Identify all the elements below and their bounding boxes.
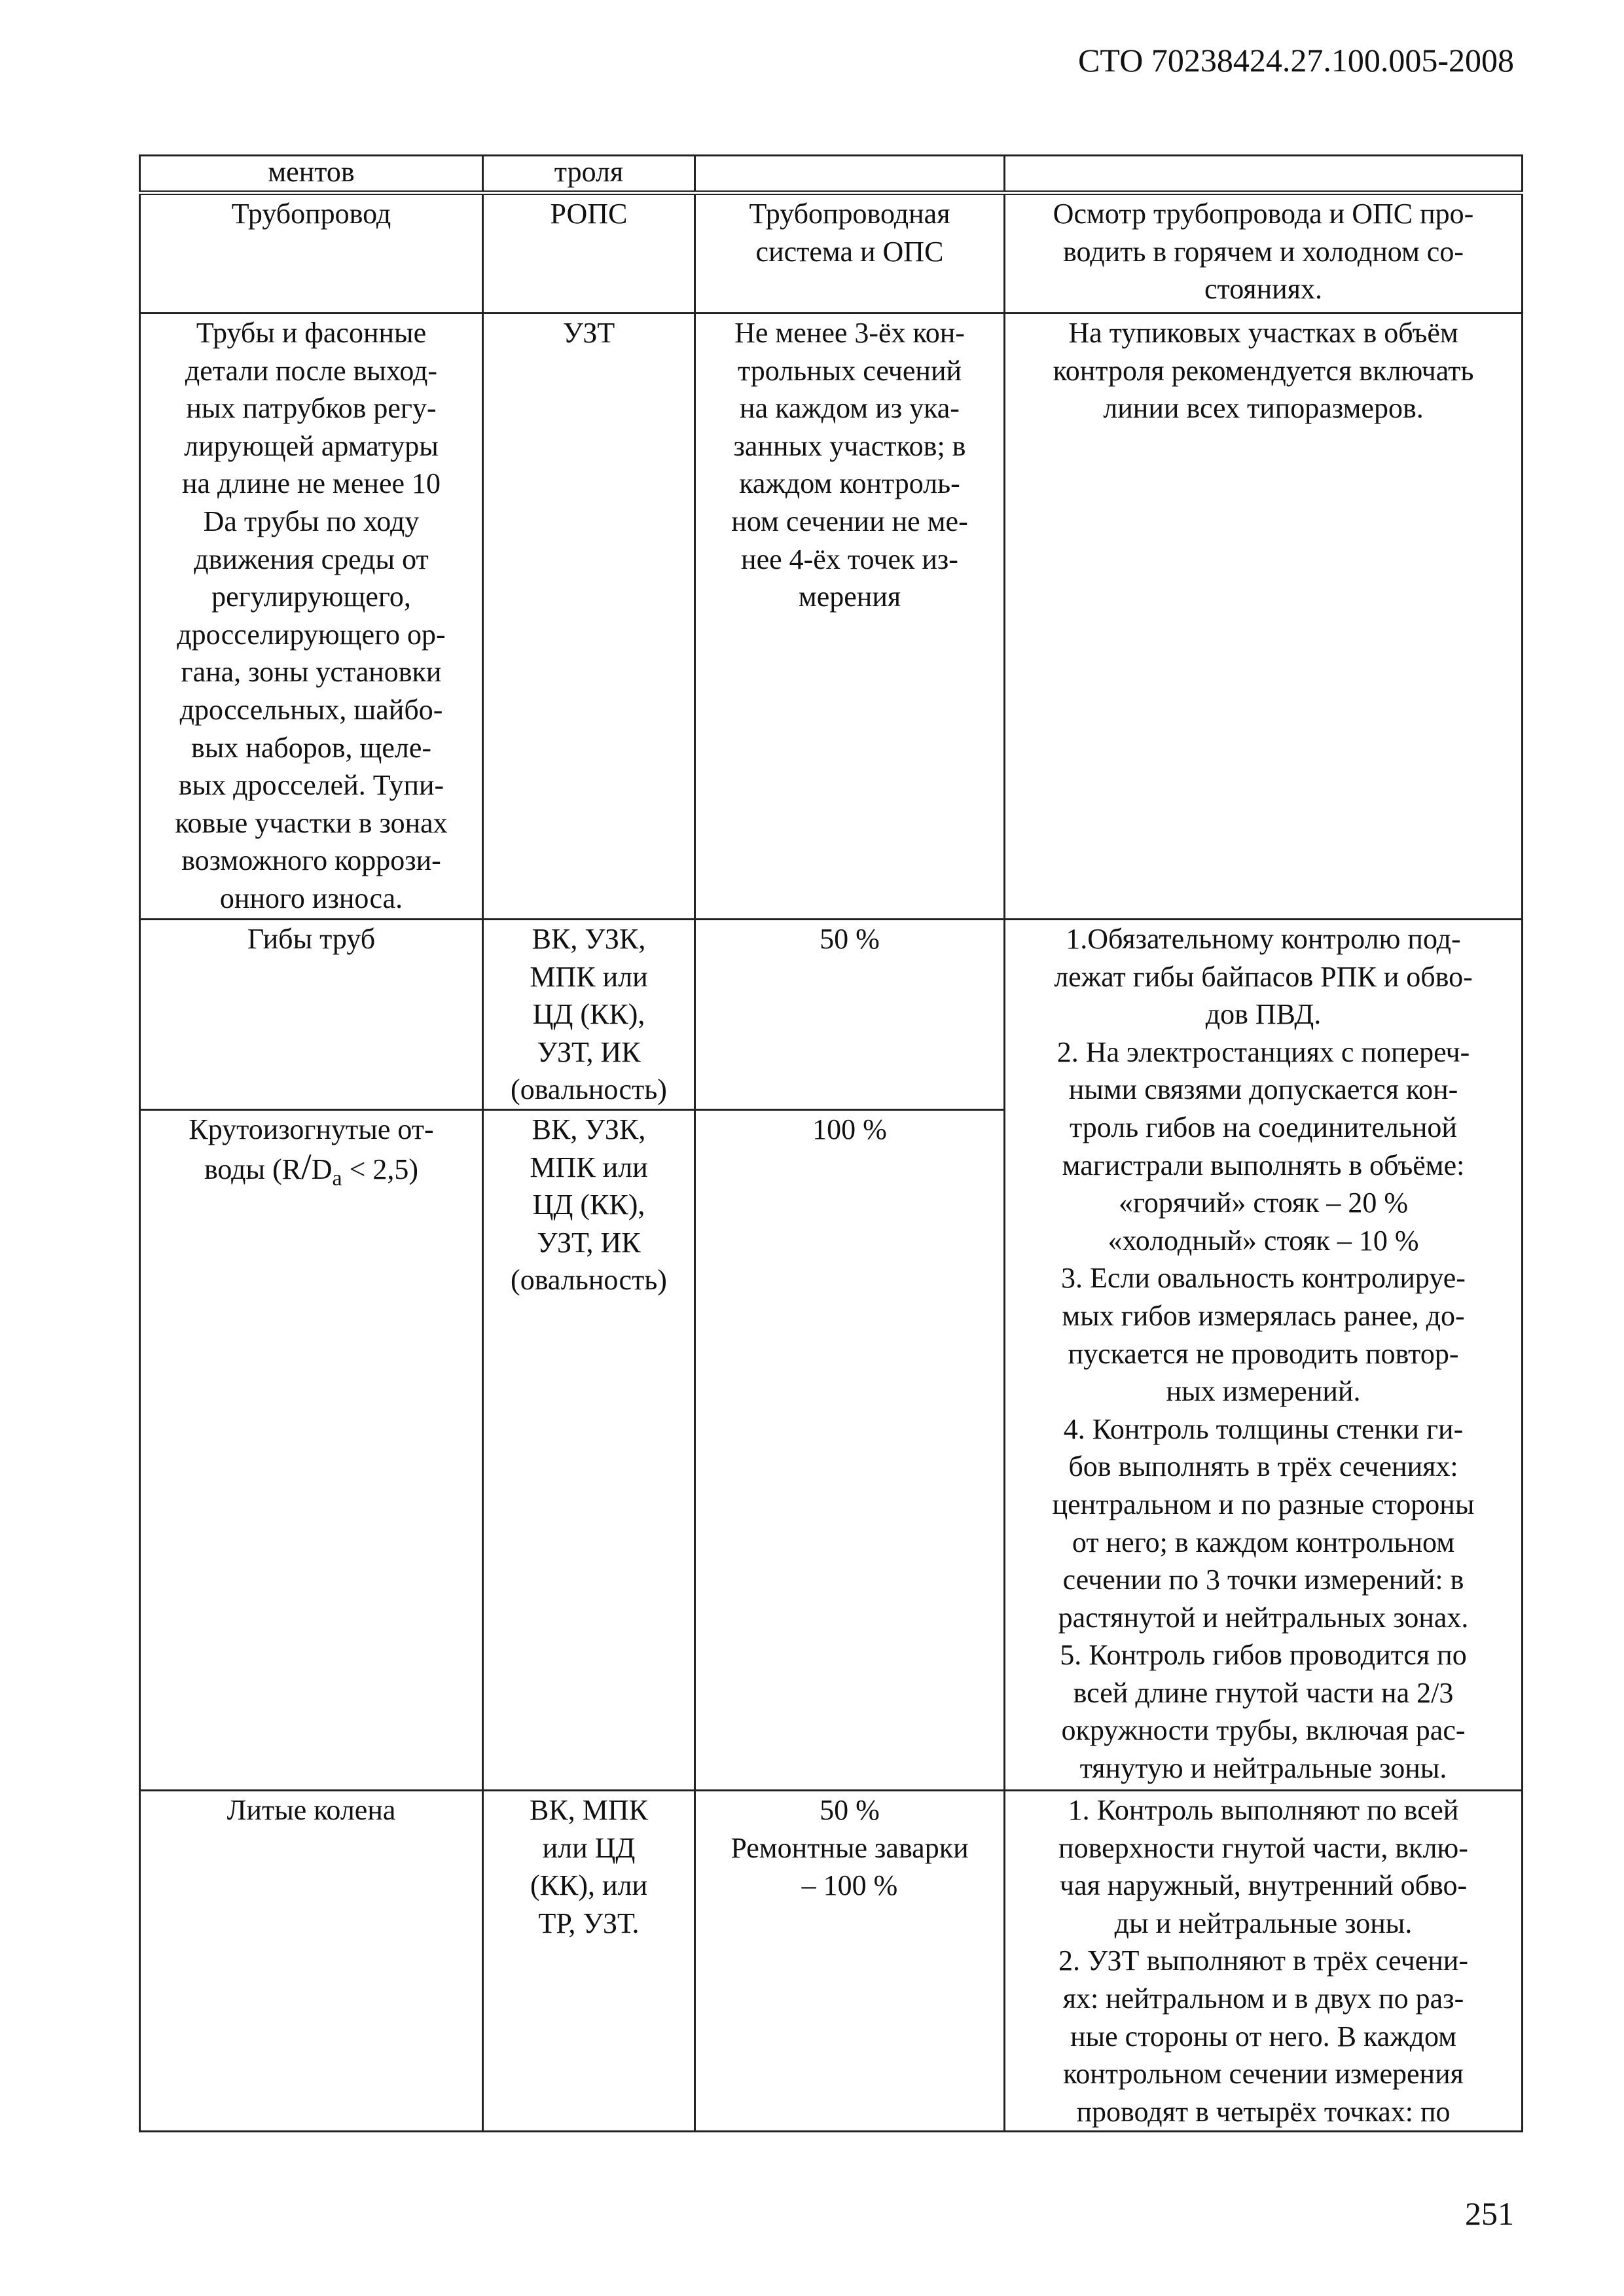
table-cell: ментов xyxy=(140,156,483,193)
scope-cell xyxy=(695,314,1005,920)
cell-line: на длине не менее 10 xyxy=(181,467,441,500)
cell-line: Осмотр трубопровода и ОПС про- xyxy=(1053,198,1474,230)
table-row xyxy=(140,193,1523,314)
cell-line: На тупиковых участках в объём xyxy=(1068,317,1458,349)
scope-cell xyxy=(695,1109,1005,1790)
element-cell xyxy=(140,1790,483,2131)
cell-line: онного износа. xyxy=(219,882,403,914)
cell-line: Крутоизогнутые от- xyxy=(189,1113,434,1145)
cell-line: – 100 % xyxy=(801,1869,898,1902)
method-cell xyxy=(483,193,695,314)
cell-line: ЦД (КК), xyxy=(532,998,645,1031)
cell-line: ВК, МПК xyxy=(530,1793,648,1826)
notes-cell xyxy=(1005,920,1523,1791)
cell-line: занных участков; в xyxy=(733,429,966,462)
cell-line: Ремонтные заварки xyxy=(731,1831,969,1864)
table-cell xyxy=(1005,156,1523,193)
cell-line: вых дросселей. Тупи- xyxy=(178,769,444,802)
method-cell xyxy=(483,1109,695,1790)
cell-line: Трубопровод xyxy=(231,198,391,230)
cell-line: вых наборов, щеле- xyxy=(190,731,432,764)
cell-line: регулирующего, xyxy=(211,581,411,613)
cell-line: 1. Контроль выполняют по всей xyxy=(1068,1793,1459,1826)
cell-line: возможного коррози- xyxy=(181,844,441,877)
cell-line: гана, зоны установки xyxy=(181,656,442,689)
method-cell xyxy=(483,920,695,1110)
cell-line: «горячий» стояк – 20 % xyxy=(1118,1187,1409,1219)
cell-line: 5. Контроль гибов проводится по xyxy=(1060,1639,1467,1672)
cell-line: Трубы и фасонные xyxy=(196,317,427,349)
table-row xyxy=(140,156,1523,193)
inspection-table xyxy=(139,154,1523,2132)
cell-line: ными связями допускается кон- xyxy=(1068,1073,1458,1106)
cell-line: поверхности гнутой части, вклю- xyxy=(1058,1831,1468,1864)
element-cell xyxy=(140,1109,483,1790)
cell-line: 3. Если овальность контролируе- xyxy=(1061,1262,1466,1295)
cell-line: лирующей арматуры xyxy=(184,429,439,462)
cell-line: сечении по 3 точки измерений: в xyxy=(1062,1564,1464,1596)
cell-line: МПК или xyxy=(530,960,648,993)
cell-line: ном сечении не ме- xyxy=(731,505,968,537)
cell-line xyxy=(146,1146,477,1197)
cell-line: центральном и по разные стороны xyxy=(1052,1488,1475,1520)
cell-line: ных патрубков регу- xyxy=(186,392,437,425)
cell-line: магистрали выполнять в объёме: xyxy=(1062,1149,1465,1181)
element-cell xyxy=(140,920,483,1110)
element-cell xyxy=(140,193,483,314)
cell-line: Гибы труб xyxy=(247,923,376,955)
cell-line: ковые участки в зонах xyxy=(175,806,448,839)
cell-line: ях: нейтральном и в двух по раз- xyxy=(1062,1982,1464,2015)
cell-line: 2. УЗТ выполняют в трёх сечени- xyxy=(1058,1945,1469,1977)
element-cell xyxy=(140,314,483,920)
cell-line: или ЦД xyxy=(542,1831,636,1864)
cell-line: (КК), или xyxy=(530,1869,648,1902)
document-code: СТО 70238424.27.100.005-2008 xyxy=(1078,42,1514,79)
cell-line: контрольном сечении измерения xyxy=(1063,2058,1464,2090)
cell-line: УЗТ, ИК xyxy=(537,1035,641,1068)
cell-line: ные стороны от него. В каждом xyxy=(1070,2020,1456,2053)
cell-line: бов выполнять в трёх сечениях: xyxy=(1068,1450,1458,1483)
cell-line: УЗТ xyxy=(562,317,615,349)
cell-line: всей длине гнутой части на 2/3 xyxy=(1073,1676,1454,1709)
scope-cell xyxy=(695,1790,1005,2131)
cell-line: ВК, УЗК, xyxy=(532,1113,646,1145)
cell-line: стояниях. xyxy=(1204,273,1322,306)
cell-line: дросселирующего ор- xyxy=(177,618,446,651)
cell-line: мерения xyxy=(798,581,901,613)
cell-line: на каждом из ука- xyxy=(740,392,960,425)
cell-line: Трубопроводная xyxy=(749,198,950,230)
cell-line: Da трубы по ходу xyxy=(203,505,420,537)
cell-line: ЦД (КК), xyxy=(532,1189,645,1221)
cell-line: 100 % xyxy=(812,1113,887,1145)
cell-line: 4. Контроль толщины стенки ги- xyxy=(1063,1412,1464,1445)
cell-line: дроссельных, шайбо- xyxy=(179,693,443,726)
table-row xyxy=(140,1790,1523,2131)
cell-line: от него; в каждом контрольном xyxy=(1072,1526,1455,1558)
page-number: 251 xyxy=(1465,2195,1514,2232)
cell-line: ВК, УЗК, xyxy=(532,923,646,955)
cell-line: чая наружный, внутренний обво- xyxy=(1059,1869,1468,1902)
notes-cell xyxy=(1005,1790,1523,2131)
cell-line: Не менее 3-ёх кон- xyxy=(734,317,965,349)
table-cell xyxy=(695,156,1005,193)
method-cell xyxy=(483,314,695,920)
cell-line: ды и нейтральные зоны. xyxy=(1114,1907,1413,1939)
table-row xyxy=(140,920,1523,1110)
cell-line: МПК или xyxy=(530,1151,648,1183)
cell-line: 50 % xyxy=(820,923,880,955)
cell-line: (овальность) xyxy=(511,1264,667,1297)
table-cell: троля xyxy=(483,156,695,193)
scope-cell xyxy=(695,920,1005,1110)
cell-line: пускается не проводить повтор- xyxy=(1068,1337,1459,1370)
cell-line: линии всех типоразмеров. xyxy=(1103,392,1424,425)
cell-line: система и ОПС xyxy=(755,235,944,268)
cell-line: Литые колена xyxy=(226,1793,396,1826)
table-row xyxy=(140,314,1523,920)
scope-cell xyxy=(695,193,1005,314)
notes-cell xyxy=(1005,314,1523,920)
method-cell xyxy=(483,1790,695,2131)
ratio-formula: $(R/D_a < 2,5)$ xyxy=(272,1146,419,1191)
cell-line: дов ПВД. xyxy=(1205,998,1322,1031)
cell-line: каждом контроль- xyxy=(739,467,960,500)
cell-line: ТР, УЗТ. xyxy=(538,1907,640,1939)
notes-cell xyxy=(1005,193,1523,314)
cell-line: детали после выход- xyxy=(185,354,438,387)
cell-line: ных измерений. xyxy=(1166,1375,1361,1408)
cell-line: лежат гибы байпасов РПК и обво- xyxy=(1054,960,1473,993)
cell-line: (овальность) xyxy=(511,1073,667,1106)
cell-line: мых гибов измерялась ранее, до- xyxy=(1062,1299,1465,1332)
cell-line: «холодный» стояк – 10 % xyxy=(1108,1224,1419,1257)
cell-line: растянутой и нейтральных зонах. xyxy=(1058,1601,1469,1634)
cell-line: РОПС xyxy=(550,198,628,230)
cell-line: тянутую и нейтральные зоны. xyxy=(1079,1752,1447,1785)
cell-line: водить в горячем и холодном со- xyxy=(1062,235,1464,268)
cell-line: контроля рекомендуется включать xyxy=(1053,354,1474,387)
cell-line: движения среды от xyxy=(194,543,429,575)
cell-line: проводят в четырёх точках: по xyxy=(1076,2095,1451,2128)
cell-line: 50 % xyxy=(820,1793,880,1826)
cell-line: трольных сечений xyxy=(737,354,962,387)
cell-line: окружности трубы, включая рас- xyxy=(1061,1714,1466,1747)
cell-line: УЗТ, ИК xyxy=(537,1226,641,1259)
cell-line: 1.Обязательному контролю под- xyxy=(1066,923,1461,955)
cell-line: 2. На электростанциях с попереч- xyxy=(1056,1035,1470,1068)
cell-line: троль гибов на соединительной xyxy=(1070,1111,1457,1143)
cell-text: воды xyxy=(204,1153,266,1185)
cell-line: нее 4-ёх точек из- xyxy=(741,543,958,575)
